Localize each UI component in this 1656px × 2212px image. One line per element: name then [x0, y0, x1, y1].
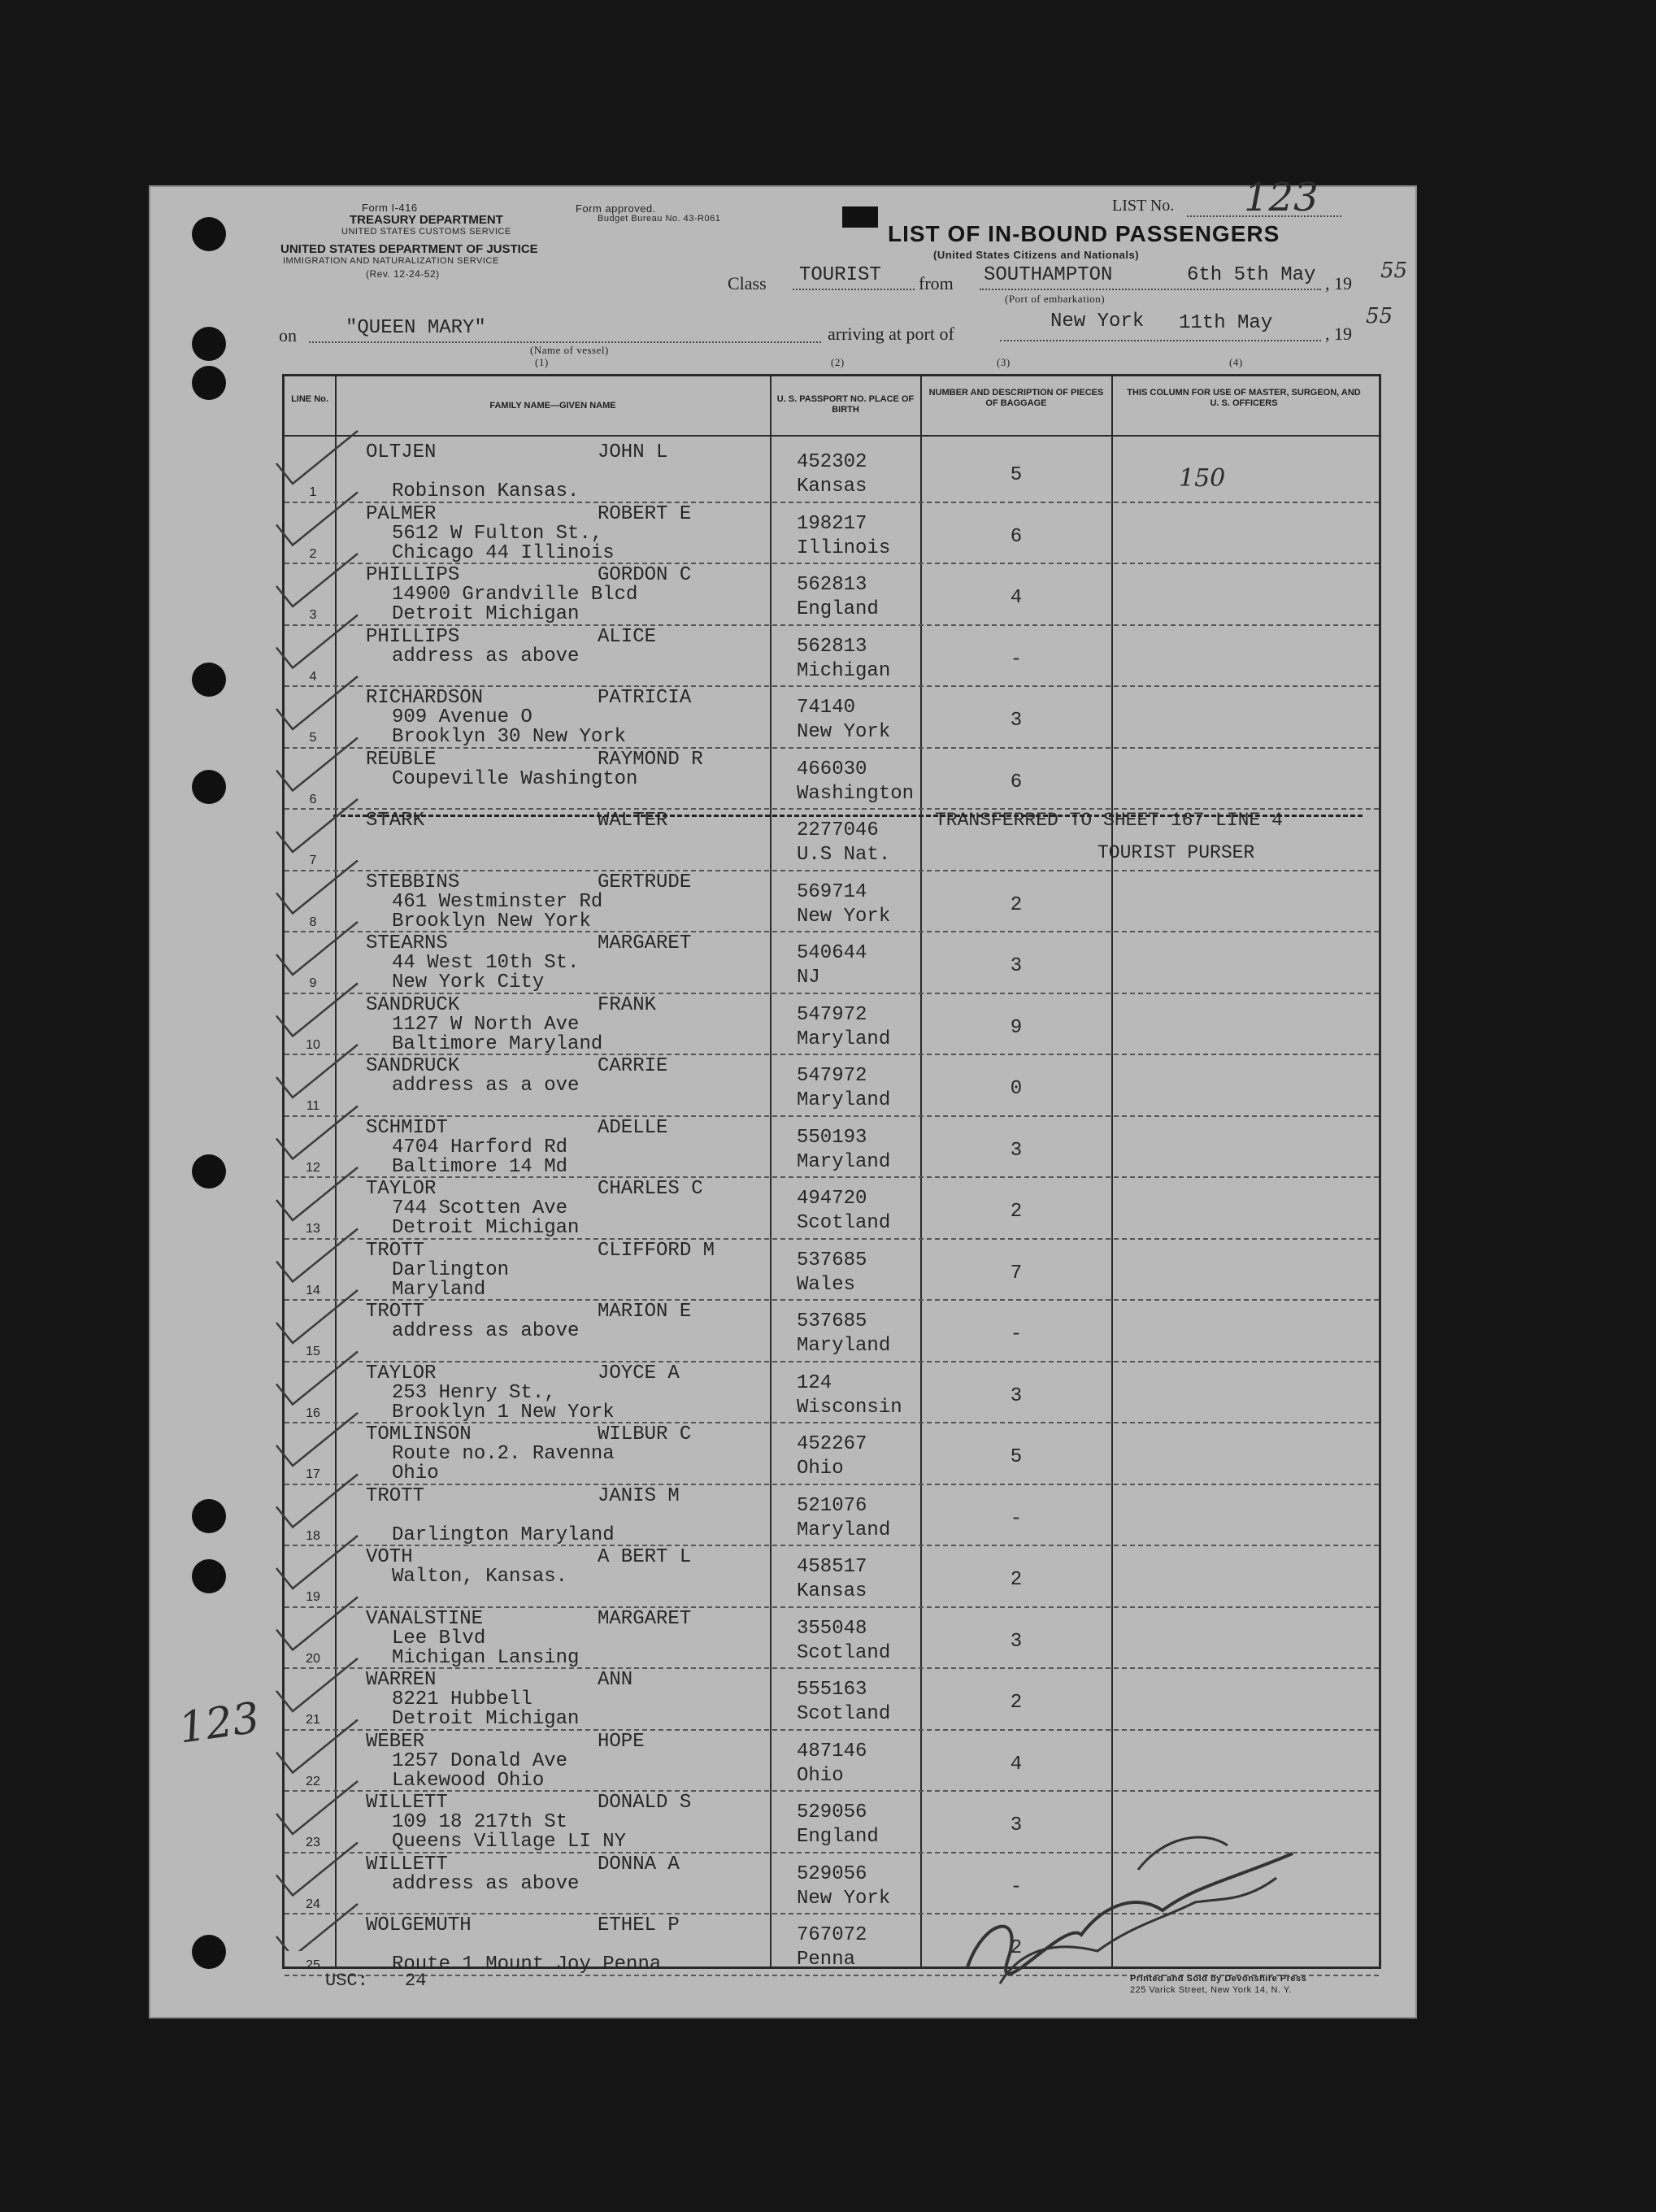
table-row — [285, 1485, 1379, 1547]
list-no-underline — [1187, 215, 1341, 217]
form-approved: Form approved. — [576, 202, 656, 215]
revision-date: (Rev. 12-24-52) — [366, 268, 440, 280]
address-line-2: Chicago 44 Illinois — [392, 541, 615, 564]
form-subtitle: (United States Citizens and Nationals) — [933, 249, 1140, 261]
family-name: SANDRUCK — [366, 993, 460, 1016]
given-name: JOHN L — [598, 441, 668, 463]
place-of-birth: England — [797, 1826, 879, 1848]
baggage-count: - — [1010, 1875, 1023, 1898]
header-rule — [285, 435, 1379, 437]
check-mark — [276, 676, 358, 729]
given-name: HOPE — [598, 1730, 645, 1753]
given-name: ANN — [598, 1669, 633, 1691]
baggage-count: 3 — [1010, 1139, 1023, 1162]
table-row — [285, 932, 1379, 994]
on-label: on — [279, 325, 297, 345]
printer-line-1: Printed and Sold by Devonshire Press — [1130, 1974, 1307, 1984]
table-row — [285, 564, 1379, 626]
class-label: Class — [728, 273, 767, 293]
place-of-birth: New York — [797, 721, 891, 743]
budget-bureau: Budget Bureau No. 43-R061 — [598, 214, 721, 224]
arrival-date: 11th May — [1179, 312, 1273, 334]
table-row — [285, 1608, 1379, 1670]
baggage-count: - — [1010, 648, 1023, 671]
passport-number: 529056 — [797, 1862, 867, 1885]
address-line-1: Route no.2. Ravenna — [392, 1443, 615, 1465]
baggage-count: 2 — [1010, 1692, 1023, 1714]
baggage-count: 3 — [1010, 1630, 1023, 1653]
address-line-1: 253 Henry St., — [392, 1381, 556, 1404]
punch-hole — [192, 217, 226, 251]
punch-hole — [192, 1935, 226, 1969]
table-row — [285, 687, 1379, 749]
header-passport: U. S. PASSPORT NO. PLACE OF BIRTH — [776, 394, 915, 415]
passport-number: 2277046 — [797, 819, 879, 841]
baggage-count: 5 — [1010, 1446, 1023, 1468]
address-line-1: 44 West 10th St. — [392, 952, 580, 974]
line-number: 16 — [306, 1406, 320, 1420]
passport-number: 547972 — [797, 1065, 867, 1087]
officer-signature — [951, 1821, 1309, 2000]
line-number: 6 — [309, 792, 317, 806]
family-name: STEBBINS — [366, 871, 460, 893]
col-num-3: (3) — [997, 356, 1011, 368]
customs-service: UNITED STATES CUSTOMS SERVICE — [341, 227, 511, 237]
place-of-birth: Maryland — [797, 1089, 891, 1111]
check-mark — [276, 1597, 358, 1650]
punch-hole — [192, 1154, 226, 1189]
year-2: 55 — [1366, 304, 1393, 328]
given-name: ETHEL P — [598, 1914, 680, 1936]
line-number: 22 — [306, 1774, 320, 1788]
check-mark — [276, 1167, 358, 1220]
check-mark — [276, 431, 358, 484]
line-number: 20 — [306, 1651, 320, 1666]
punch-hole — [192, 1499, 226, 1533]
address-line-1: Walton, Kansas. — [392, 1566, 568, 1588]
address-line-1: 14900 Grandville Blcd — [392, 584, 638, 606]
header-baggage: NUMBER AND DESCRIPTION OF PIECES OF BAGGAGE — [928, 388, 1104, 408]
family-name: TROTT — [366, 1239, 425, 1262]
address-line-2: Detroit Michigan — [392, 1708, 580, 1730]
family-name: TOMLINSON — [366, 1423, 472, 1445]
punch-hole — [192, 1559, 226, 1593]
place-of-birth: England — [797, 598, 879, 620]
place-of-birth: Penna — [797, 1949, 856, 1971]
family-name: PHILLIPS — [366, 625, 460, 648]
family-name: STARK — [366, 810, 425, 832]
given-name: GORDON C — [598, 564, 692, 586]
arriving-label: arriving at port of — [828, 324, 954, 344]
line-number: 13 — [306, 1222, 320, 1236]
usc-label: USC: — [325, 1971, 368, 1991]
address-line-1: 461 Westminster Rd — [392, 890, 603, 913]
place-of-birth: Wales — [797, 1273, 856, 1296]
table-row — [285, 626, 1379, 688]
passport-number: 562813 — [797, 574, 867, 596]
passport-number: 466030 — [797, 758, 867, 780]
given-name: CARRIE — [598, 1055, 668, 1077]
address-line-2: Brooklyn New York — [392, 910, 591, 932]
baggage-count: 2 — [1010, 1569, 1023, 1591]
family-name: TAYLOR — [366, 1178, 437, 1200]
place-of-birth: Ohio — [797, 1764, 844, 1787]
line-number: 17 — [306, 1467, 320, 1481]
check-mark — [276, 738, 358, 791]
year-prefix-1: , 19 — [1325, 273, 1352, 293]
address-line-1: address as above — [392, 1872, 580, 1895]
address-line-2: New York City — [392, 971, 545, 993]
table-row — [285, 503, 1379, 565]
family-name: STEARNS — [366, 932, 448, 954]
address-line-1: 5612 W Fulton St., — [392, 522, 603, 545]
passport-number: 521076 — [797, 1494, 867, 1517]
passenger-table — [282, 374, 1381, 1975]
baggage-count: - — [1010, 1323, 1023, 1345]
family-name: VOTH — [366, 1546, 413, 1568]
passport-number: 487146 — [797, 1740, 867, 1762]
given-name: DONALD S — [598, 1792, 692, 1814]
header-line-no: LINE No. — [291, 394, 328, 404]
line-number: 1 — [309, 485, 317, 499]
family-name: OLTJEN — [366, 441, 437, 463]
address-line-2: Ohio — [392, 1462, 439, 1484]
col-num-1: (1) — [535, 356, 549, 368]
baggage-count: 6 — [1010, 771, 1023, 793]
baggage-count: 6 — [1010, 525, 1023, 548]
passport-number: 198217 — [797, 512, 867, 535]
given-name: ROBERT E — [598, 502, 692, 525]
table-row — [285, 1055, 1379, 1117]
check-mark — [276, 493, 358, 545]
form-title: LIST OF IN-BOUND PASSENGERS — [888, 221, 1280, 246]
line-number: 19 — [306, 1590, 320, 1604]
line-number: 3 — [309, 608, 317, 622]
passport-number: 355048 — [797, 1617, 867, 1640]
line-number: 11 — [306, 1099, 320, 1113]
baggage-count: - — [1010, 1507, 1023, 1530]
port-caption: (Port of embarkation) — [1005, 293, 1106, 305]
given-name: CHARLES C — [598, 1178, 703, 1200]
check-mark — [276, 615, 358, 668]
place-of-birth: U.S Nat. — [797, 844, 891, 866]
ins-service: IMMIGRATION AND NATURALIZATION SERVICE — [283, 256, 499, 266]
address-line-1: Coupeville Washington — [392, 767, 638, 790]
col-num-2: (2) — [831, 356, 845, 368]
address-line-2: Detroit Michigan — [392, 1217, 580, 1239]
table-row — [285, 994, 1379, 1056]
place-of-birth: Scotland — [797, 1641, 891, 1664]
given-name: PATRICIA — [598, 687, 692, 709]
arrival-underline — [1000, 340, 1321, 341]
passport-number: 540644 — [797, 942, 867, 964]
passport-number: 547972 — [797, 1003, 867, 1026]
check-mark — [276, 1229, 358, 1282]
line-number: 10 — [306, 1037, 320, 1052]
check-mark — [276, 1658, 358, 1711]
table-row — [285, 1423, 1379, 1485]
place-of-birth: New York — [797, 905, 891, 928]
embark-date: 6th 5th May — [1187, 264, 1316, 286]
place-of-birth: Michigan — [797, 659, 891, 682]
place-of-birth: NJ — [797, 967, 820, 989]
table-row — [285, 1669, 1379, 1731]
address-line-1: 909 Avenue O — [392, 706, 532, 728]
family-name: TROTT — [366, 1484, 425, 1507]
given-name: MARGARET — [598, 1607, 692, 1630]
from-underline — [980, 289, 1321, 290]
given-name: CLIFFORD M — [598, 1239, 715, 1262]
passport-number: 569714 — [797, 880, 867, 903]
place-of-birth: Maryland — [797, 1028, 891, 1050]
address-line-2: Michigan Lansing — [392, 1646, 580, 1669]
punch-hole — [192, 327, 226, 361]
line-number: 14 — [306, 1283, 320, 1297]
baggage-count: 0 — [1010, 1078, 1023, 1100]
family-name: WILLETT — [366, 1792, 448, 1814]
year-1: 55 — [1380, 259, 1408, 283]
given-name: FRANK — [598, 993, 657, 1016]
line-number: 24 — [306, 1897, 320, 1911]
passport-number: 767072 — [797, 1924, 867, 1946]
family-name: PHILLIPS — [366, 564, 460, 586]
treasury-dept: TREASURY DEPARTMENT — [350, 213, 503, 227]
baggage-count: 4 — [1010, 587, 1023, 609]
address-line-1: address as above — [392, 1320, 580, 1342]
vessel-caption: (Name of vessel) — [530, 344, 609, 356]
address-line-2: Darlington Maryland — [392, 1523, 615, 1546]
class-value: TOURIST — [799, 264, 881, 286]
address-line-2: Route 1 Mount Joy Penna — [392, 1953, 662, 1975]
given-name: MARGARET — [598, 932, 692, 954]
check-mark — [276, 1904, 358, 1951]
family-name: REUBLE — [366, 748, 437, 771]
family-name: TROTT — [366, 1301, 425, 1323]
baggage-count: 5 — [1010, 464, 1023, 486]
check-mark — [276, 1413, 358, 1466]
place-of-birth: Kansas — [797, 1580, 867, 1602]
passport-number: 529056 — [797, 1801, 867, 1823]
passport-number: 494720 — [797, 1188, 867, 1210]
family-name: TAYLOR — [366, 1362, 437, 1384]
place-of-birth: Kansas — [797, 476, 867, 498]
line-number: 21 — [306, 1713, 320, 1727]
list-number: 123 — [1244, 175, 1319, 220]
table-row — [285, 1731, 1379, 1793]
check-marks — [268, 406, 366, 1951]
table-row — [285, 1362, 1379, 1424]
passport-number: 562813 — [797, 635, 867, 658]
baggage-count: 2 — [1010, 1201, 1023, 1223]
family-name: WOLGEMUTH — [366, 1914, 472, 1936]
list-no-label: LIST No. — [1112, 197, 1175, 215]
address-line-1: address as a ove — [392, 1075, 580, 1097]
line-number: 25 — [306, 1958, 320, 1972]
given-name: A BERT L — [598, 1546, 692, 1568]
punch-hole — [192, 770, 226, 804]
printer-line-2: 225 Varick Street, New York 14, N. Y. — [1130, 1985, 1292, 1995]
from-label: from — [919, 273, 954, 293]
line-number: 23 — [306, 1836, 320, 1849]
address-line-1: 1127 W North Ave — [392, 1013, 580, 1036]
col-num-4: (4) — [1229, 356, 1243, 368]
address-line-2: Lakewood Ohio — [392, 1769, 545, 1792]
line-number: 4 — [309, 669, 317, 684]
address-line-2: Baltimore 14 Md — [392, 1155, 568, 1178]
baggage-count: 2 — [1010, 893, 1023, 916]
table-body — [285, 441, 1379, 1975]
place-of-birth: Washington — [797, 782, 915, 805]
address-line-2: Brooklyn 30 New York — [392, 726, 627, 748]
baggage-count: 3 — [1010, 1384, 1023, 1407]
given-name: RAYMOND R — [598, 748, 703, 771]
year-prefix-2: , 19 — [1325, 324, 1352, 344]
check-mark — [276, 984, 358, 1036]
redaction-mark — [842, 206, 878, 228]
transfer-note: TRANSFERRED TO SHEET 167 LINE 4 — [935, 810, 1283, 831]
table-row — [285, 871, 1379, 933]
passport-number: 452302 — [797, 451, 867, 473]
passport-number: 74140 — [797, 697, 856, 719]
line-number: 2 — [309, 546, 317, 561]
family-name: SANDRUCK — [366, 1055, 460, 1077]
check-mark — [276, 554, 358, 606]
passport-number: 537685 — [797, 1310, 867, 1332]
table-row — [285, 1178, 1379, 1240]
check-mark — [276, 1352, 358, 1405]
address-line-1: 1257 Donald Ave — [392, 1749, 568, 1772]
baggage-count: 3 — [1010, 955, 1023, 977]
check-mark — [276, 922, 358, 975]
check-mark — [276, 1843, 358, 1896]
passport-number: 452267 — [797, 1433, 867, 1455]
passport-number: 555163 — [797, 1679, 867, 1701]
place-of-birth: Maryland — [797, 1519, 891, 1541]
table-row — [285, 749, 1379, 810]
table-row — [285, 1301, 1379, 1362]
check-mark — [276, 799, 358, 852]
family-name: WARREN — [366, 1669, 437, 1691]
given-name: WILBUR C — [598, 1423, 692, 1445]
passport-number: 550193 — [797, 1126, 867, 1149]
passport-number: 124 — [797, 1371, 832, 1394]
usc-value: 24 — [405, 1971, 427, 1991]
punch-hole — [192, 366, 226, 400]
passport-number: 458517 — [797, 1556, 867, 1578]
given-name: JOYCE A — [598, 1362, 680, 1384]
vessel-underline — [309, 341, 821, 343]
address-line-2: Brooklyn 1 New York — [392, 1401, 615, 1423]
table-row — [285, 441, 1379, 503]
embark-port: SOUTHAMPTON — [984, 264, 1113, 286]
check-mark — [276, 1475, 358, 1528]
family-name: VANALSTINE — [366, 1607, 484, 1630]
address-line-1: address as above — [392, 645, 580, 667]
baggage-count: 7 — [1010, 1262, 1023, 1284]
baggage-count: 2 — [1010, 1937, 1023, 1959]
baggage-count: 9 — [1010, 1016, 1023, 1039]
family-name: PALMER — [366, 502, 437, 525]
table-row — [285, 1117, 1379, 1179]
address-line-1: Lee Blvd — [392, 1627, 486, 1649]
line-number: 7 — [309, 854, 317, 867]
given-name: JANIS M — [598, 1484, 680, 1507]
family-name: WILLETT — [366, 1853, 448, 1875]
given-name: ADELLE — [598, 1116, 668, 1139]
place-of-birth: Maryland — [797, 1335, 891, 1357]
place-of-birth: Illinois — [797, 537, 891, 559]
header-officers: THIS COLUMN FOR USE OF MASTER, SURGEON, AND U. S. OFFICERS — [1127, 388, 1361, 408]
place-of-birth: Maryland — [797, 1150, 891, 1173]
line-number: 15 — [306, 1345, 320, 1358]
arrival-port: New York — [1050, 311, 1145, 332]
place-of-birth: New York — [797, 1887, 891, 1910]
line-number: 5 — [309, 731, 317, 745]
line-number: 8 — [309, 915, 317, 929]
address-line-2: Detroit Michigan — [392, 603, 580, 625]
given-name: DONNA A — [598, 1853, 680, 1875]
check-mark — [276, 1290, 358, 1343]
baggage-count: 3 — [1010, 1814, 1023, 1836]
baggage-count: 3 — [1010, 710, 1023, 732]
check-mark — [276, 1045, 358, 1097]
place-of-birth: Scotland — [797, 1212, 891, 1234]
baggage-count: 4 — [1010, 1753, 1023, 1775]
address-line-1: Darlington — [392, 1258, 510, 1281]
address-line-1: 4704 Harford Rd — [392, 1136, 568, 1158]
line-number: 9 — [309, 976, 317, 990]
margin-list-number: 123 — [176, 1693, 263, 1754]
given-name: WALTER — [598, 810, 668, 832]
header-name: FAMILY NAME—GIVEN NAME — [489, 401, 616, 411]
table-row — [285, 1240, 1379, 1302]
family-name: RICHARDSON — [366, 687, 484, 709]
family-name: WEBER — [366, 1730, 425, 1753]
address-line-1: 744 Scotten Ave — [392, 1197, 568, 1219]
check-mark — [276, 1536, 358, 1588]
check-mark — [276, 861, 358, 914]
justice-dept: UNITED STATES DEPARTMENT OF JUSTICE — [280, 242, 538, 256]
check-mark — [276, 1781, 358, 1834]
address-line-2: Robinson Kansas. — [392, 480, 580, 502]
address-line-2: Queens Village LI NY — [392, 1831, 627, 1853]
given-name: ALICE — [598, 625, 657, 648]
line-number: 18 — [306, 1528, 320, 1543]
punch-hole — [192, 663, 226, 697]
check-mark — [276, 1106, 358, 1159]
table-row — [285, 1546, 1379, 1608]
form-number: Form I-416 — [362, 202, 418, 214]
officer-note: 150 — [1179, 464, 1226, 493]
address-line-1: 109 18 217th St — [392, 1811, 568, 1833]
class-underline — [793, 289, 915, 290]
address-line-2: Maryland — [392, 1278, 486, 1301]
family-name: SCHMIDT — [366, 1116, 448, 1139]
given-name: GERTRUDE — [598, 871, 692, 893]
address-line-2: Baltimore Maryland — [392, 1032, 603, 1055]
place-of-birth: Ohio — [797, 1458, 844, 1480]
passport-number: 537685 — [797, 1249, 867, 1271]
check-mark — [276, 1720, 358, 1773]
given-name: MARION E — [598, 1301, 692, 1323]
place-of-birth: Scotland — [797, 1703, 891, 1725]
address-line-1: 8221 Hubbell — [392, 1688, 532, 1710]
place-of-birth: Wisconsin — [797, 1396, 902, 1419]
line-number: 12 — [306, 1160, 320, 1175]
vessel-name: "QUEEN MARY" — [346, 317, 486, 339]
transfer-purser: TOURIST PURSER — [1097, 842, 1255, 863]
